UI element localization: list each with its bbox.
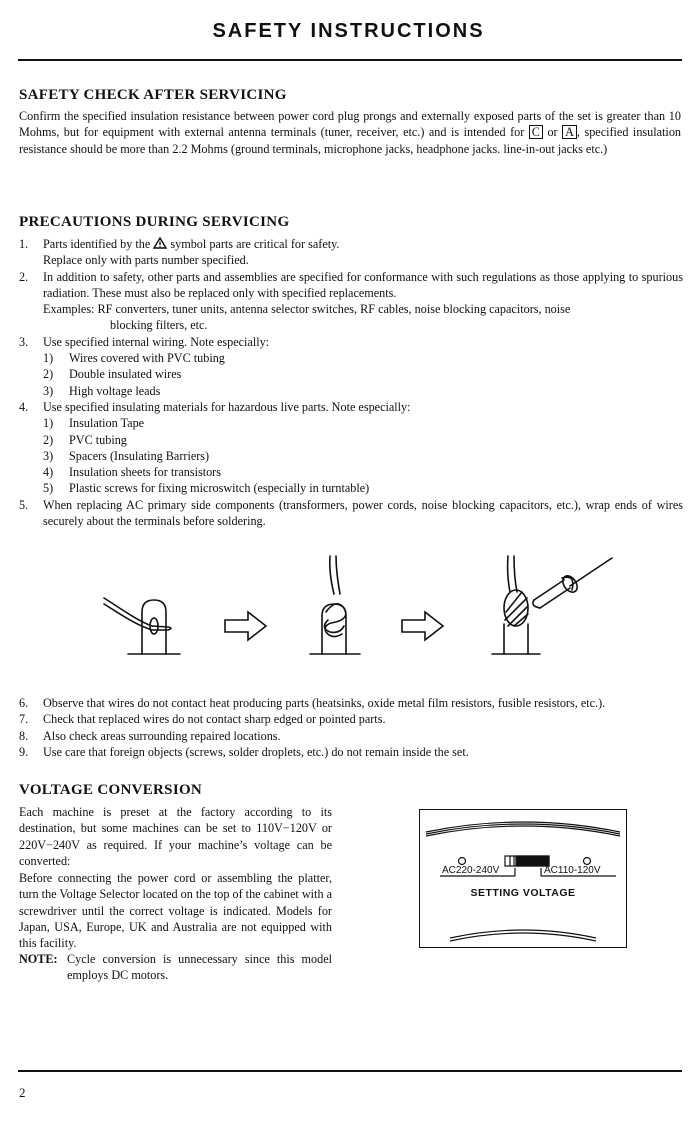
item-text: Check that replaced wires do not contact sharp edged or pointed parts. — [43, 712, 386, 727]
header-rule — [18, 59, 682, 61]
arrow-right-icon — [225, 612, 266, 640]
selector-panel-drawing — [420, 810, 626, 947]
ac110-120v-label: AC110-120V — [544, 865, 601, 876]
item-text: Use specified internal wiring. Note especially: — [43, 334, 270, 349]
item-text: When replacing AC primary side components (transformers, power cords, noise blocking capacitors, etc.), wrap ends of wires securely about the terminals before soldering. — [43, 497, 683, 529]
safety-check-text-1: Confirm the specified insulation resistance between power cord plug prongs and externally exposed parts of the set is greater than 10 Mohms, but for equipment with external antenna terminals (tuner, receiver, etc.) and is intended for — [19, 109, 681, 140]
item-number: 9. — [19, 744, 29, 759]
sub-item — [43, 448, 683, 464]
page-number: 2 — [19, 1085, 26, 1100]
item-text: Use care that foreign objects (screws, solder droplets, etc.) do not remain inside the set. — [43, 744, 469, 759]
item-number: 1. — [19, 237, 29, 251]
arrow-right-icon — [402, 612, 443, 640]
voltage-heading: VOLTAGE CONVERSION — [19, 782, 203, 798]
sub-text: Insulation Tape — [69, 416, 145, 431]
precautions-list — [19, 236, 683, 529]
item-text: Replace only with parts number specified. — [43, 253, 249, 268]
sub-text: High voltage leads — [69, 383, 161, 398]
precautions-list-continued — [19, 695, 683, 760]
voltage-selector-figure — [419, 809, 627, 948]
sub-text: Wires covered with PVC tubing — [69, 351, 225, 366]
sub-number: 2) — [43, 367, 54, 382]
sub-text: Insulation sheets for transistors — [69, 465, 221, 480]
sub-item — [43, 415, 683, 431]
safety-check-paragraph — [19, 108, 681, 157]
item-number: 3. — [19, 334, 29, 349]
item-text: Parts identified by the — [43, 237, 151, 251]
page-title: SAFETY INSTRUCTIONS — [212, 20, 485, 42]
footer-rule — [18, 1070, 682, 1072]
sub-text: Plastic screws for fixing microswitch (especially in turntable) — [69, 481, 370, 496]
note — [19, 951, 332, 984]
item-examples-cont: blocking filters, etc. — [110, 318, 208, 333]
item-text: Use specified insulating materials for hazardous live parts. Note especially: — [43, 399, 411, 414]
list-item — [19, 399, 683, 497]
voltage-paragraph-1: Each machine is preset at the factory according to its destination, but some machines can be set to 110V−120V or 220V−240V as required. If your machine’s voltage can be converted: — [19, 805, 332, 868]
precautions-heading: PRECAUTIONS DURING SERVICING — [19, 214, 290, 230]
item-text: Also check areas surrounding repaired locations. — [43, 728, 281, 743]
item-number: 2. — [19, 269, 29, 284]
or-word: or — [547, 125, 558, 140]
list-item — [19, 695, 683, 711]
item-number: 8. — [19, 728, 29, 743]
voltage-paragraph-2: Before connecting the power cord or assembling the platter, turn the Voltage Selector located on the top of the cabinet with a screwdriver until the correct voltage is indicated. Models for Japan, USA, Europe, UK and Australia are not equipped with this facility. — [19, 871, 332, 951]
sub-number: 1) — [43, 351, 54, 366]
sub-number: 3) — [43, 448, 54, 463]
safety-check-text-2: , specified insulation resistance should be more than 2.2 Mohms (ground terminals, microphone jacks, headphone jacks. line-in-out jacks etc.) — [19, 125, 682, 156]
list-item — [19, 497, 683, 530]
item-examples: Examples: RF converters, tuner units, antenna selector switches, RF cables, noise blocking capacitors, noise — [43, 302, 571, 317]
list-item — [19, 269, 683, 334]
list-item — [19, 334, 683, 399]
sub-item — [43, 383, 683, 399]
note-text: Cycle conversion is unnecessary since this model employs DC motors. — [67, 952, 332, 983]
item-text: In addition to safety, other parts and assemblies are specified for conformance with such regulations as those applying to spurious radiation. These must also be replaced only with specified replacements. — [43, 269, 683, 300]
item-number: 7. — [19, 712, 29, 727]
list-item — [19, 744, 683, 760]
terminal-straight-wire — [104, 598, 180, 654]
sub-number: 1) — [43, 416, 54, 431]
terminal-wrapped-wire — [310, 556, 360, 654]
sub-number: 5) — [43, 481, 54, 496]
item-text: Observe that wires do not contact heat producing parts (heatsinks, oxide metal film resistors, fusible resistors, etc.). — [43, 696, 606, 710]
sub-text: Spacers (Insulating Barriers) — [69, 448, 210, 463]
ac220-240v-label: AC220-240V — [442, 865, 500, 876]
sub-item — [43, 464, 683, 480]
sub-item — [43, 350, 683, 366]
list-item — [19, 711, 683, 727]
note-label: NOTE: — [19, 952, 58, 966]
list-item — [19, 236, 683, 269]
setting-voltage-caption: SETTING VOLTAGE — [470, 887, 576, 899]
item-text: symbol parts are critical for safety. — [170, 237, 340, 251]
item-number: 4. — [19, 399, 29, 414]
item-number: 5. — [19, 497, 29, 512]
terminal-soldered-wire — [492, 556, 612, 654]
sub-item — [43, 480, 683, 496]
safety-check-heading: SAFETY CHECK AFTER SERVICING — [19, 87, 287, 103]
sub-item — [43, 432, 683, 448]
class-a-box: A — [562, 125, 577, 139]
warning-triangle-icon — [153, 237, 167, 249]
item-number: 6. — [19, 696, 29, 710]
list-item — [19, 728, 683, 744]
wire-wrapping-illustration — [100, 550, 620, 660]
sub-item — [43, 366, 683, 382]
sub-text: Double insulated wires — [69, 367, 182, 382]
class-c-box: C — [529, 125, 543, 139]
sub-number: 4) — [43, 465, 54, 480]
sub-text: PVC tubing — [69, 432, 127, 447]
sub-number: 3) — [43, 383, 54, 398]
sub-number: 2) — [43, 432, 54, 447]
